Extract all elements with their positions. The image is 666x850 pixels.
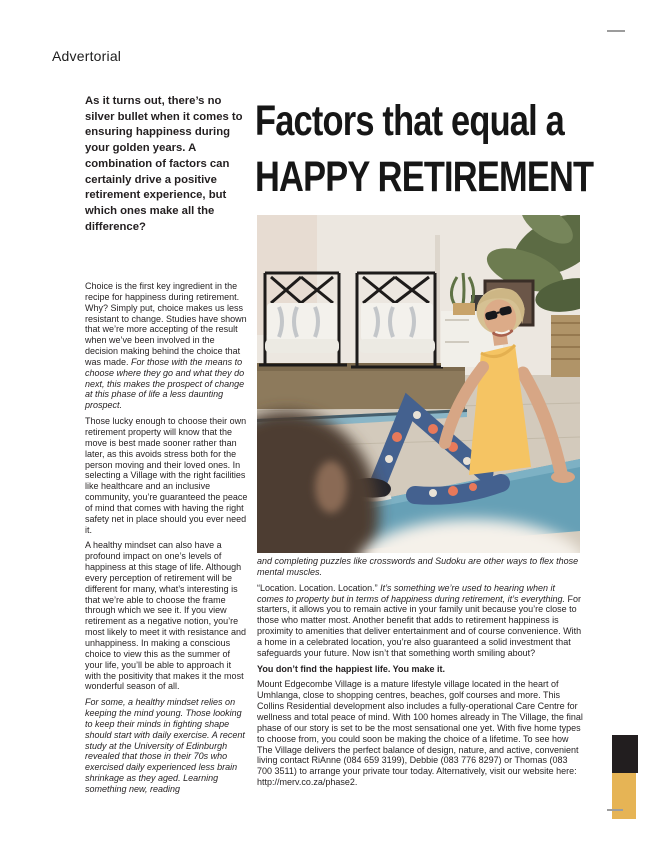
top-crop-mark xyxy=(607,30,625,32)
article-headline xyxy=(255,96,594,202)
pull-line: You don’t find the happiest life. You make it. xyxy=(257,663,446,674)
body-paragraph: Choice is the first key ingredient in the recipe for happiness during retirement. Why? Simply put, choice makes us less resistant to change. Studies have shown that we’re more accepting of the result when we’ve been involved in the decision making behind the choice that was made. For those with the means to choose where they go and what they do next, this makes the prospect of change at this phase of life a less daunting prospect. xyxy=(85,281,247,411)
bottom-crop-mark xyxy=(607,809,623,811)
headline-line2: HAPPY RETIREMENT xyxy=(255,153,594,201)
advertorial-label: Advertorial xyxy=(52,48,122,64)
intro-paragraph: As it turns out, there’s no silver bullet when it comes to ensuring happiness during your golden years. A combination of factors can certainly drive a positive retirement experience, but which ones make all the difference? xyxy=(85,95,243,233)
left-column-body xyxy=(85,281,248,800)
body-paragraph: Those lucky enough to choose their own retirement property will know that the move is best made sooner rather than later, as this avoids stress both for the person moving and their loved ones. In selecting a Village with the right facilities like healthcare and an inclusive community, you’re guaranteed the peace of mind that comes with having the right safety net in place should you ever need it. xyxy=(85,416,248,535)
right-column-body xyxy=(257,556,584,793)
black-accent-block xyxy=(612,735,638,773)
contact-paragraph: Mount Edgecombe Village is a mature lifestyle village located in the heart of Umhlanga, close to shopping centres, beaches, golf courses and more. This Collins Residential development also includes a fully-operational Care Centre for wellness and total peace of mind. With 100 homes already in The Village, the final phase of our story is set to be the most sensational one yet. With five home types to choose from, you could soon be making the choice of a lifetime. To see how The Village delivers the perfect balance of design, nature, and active, convenient living contact RiAnne (084 659 3199), Debbie (083 776 8297) or Thomas (083 700 3511) to arrange your private tour today. Alternatively, visit our website here: http://merv.co.za/phase2. xyxy=(257,679,583,788)
body-paragraph: “Location. Location. Location.” It’s something we’re used to hearing when it comes to property but in terms of happiness during retirement, it’s everything. For starters, it allows you to remain active in your family unit because you’re close to those who matter most. Another benefit that adds to retirement happiness is proximity to amenities that deliver entertainment and of course convenience. With a home in a celebrated location, you’re also guaranteed a solid investment that safeguards your future. Now isn’t that something worth smiling about? xyxy=(257,582,582,658)
body-paragraph: For some, a healthy mindset relies on keeping the mind young. Those looking to keep their minds in fighting shape should start with daily exercise. A recent study at the University of Edinburgh revealed that those in their 70s who exercised daily experienced less brain shrinkage as they aged. Learning something new, reading xyxy=(85,697,245,794)
retirement-photo xyxy=(257,215,580,553)
headline-line1: Factors that equal a xyxy=(255,97,564,145)
body-paragraph: A healthy mindset can also have a profound impact on one’s levels of happiness at this stage of life. Although every perception of retirement will be different for many, what’s interesting is that we’re able to choose the frame through which we see it. If you view retirement as a negative notion, you’re most likely to meet it with resistance and unhappiness. In making a conscious choice to view this as the summer of your life, you’ll be able to approach it with the positivity that makes it the most wonderful season of all. xyxy=(85,540,247,692)
body-paragraph: and completing puzzles like crosswords and Sudoku are other ways to flex those mental muscles. xyxy=(257,556,579,577)
gold-accent-block xyxy=(612,773,636,819)
